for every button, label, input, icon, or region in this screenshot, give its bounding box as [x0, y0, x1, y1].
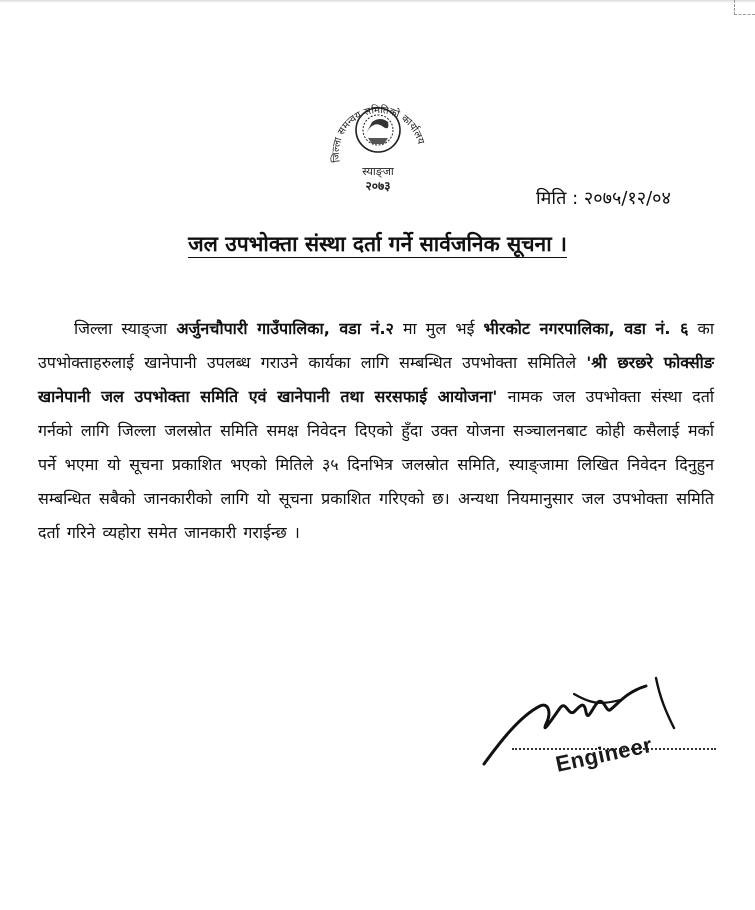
body-seg-1: जिल्ला स्याङ्जा: [74, 319, 177, 338]
corner-mark: [734, 0, 755, 15]
seal-district-text: स्याङ्जा: [362, 165, 394, 178]
body-seg-3: मा मुल भई: [393, 319, 484, 338]
body-seg-2: अर्जुनचौपारी गाउँपालिका, वडा नं.२: [176, 319, 394, 338]
engineer-stamp: Engineer: [553, 731, 655, 777]
date-value: २०७५/१२/०४: [583, 188, 671, 209]
scan-edge: [0, 0, 755, 3]
body-seg-6: 'श्री छरछरे फोक्सीङ खानेपानी जल उपभोक्ता समिति एवं खानेपानी तथा सरसफाई आयोजना': [38, 353, 714, 406]
seal-year-text: २०७३: [365, 179, 391, 193]
notice-body: [38, 312, 714, 550]
body-seg-5: का उपभोक्ताहरुलाई खानेपानी उपलब्ध गराउने कार्यका लागि सम्बन्धित उपभोक्ता समितिले: [38, 319, 714, 372]
svg-text:जिल्ला समन्वय समितिको कार्यालय: [330, 104, 426, 163]
date-label: मिति :: [536, 188, 579, 209]
body-seg-7: नामक जल उपभोक्ता संस्था दर्ता गर्नको लागि जिल्ला जलस्रोत समिति समक्ष निवेदन दिएको हुँदा उक्त योजना सञ्चालनबाट कोही कसैलाई मर्का पर्ने भएमा यो सूचना प्रकाशित भएको मितिले ३५ दिनभित्र जलस्रोत समिति, स्याङ्जामा लिखित निवेदन दिनुहुन सम्बन्धित सबैको जानकारीको लागि यो सूचना प्रकाशित गरिएको छ। अन्यथा नियमानुसार जल उपभोक्ता समिति दर्ता गरिने व्यहोरा समेत जानकारी गराईन्छ ।: [38, 387, 715, 542]
body-seg-4: भीरकोट नगरपालिका, वडा नं. ६: [483, 319, 689, 338]
date-line: [536, 186, 671, 210]
notice-heading: [0, 230, 755, 258]
notice-heading-text: जल उपभोक्ता संस्था दर्ता गर्ने सार्वजनिक सूचना ।: [188, 232, 567, 256]
seal-arc-text: जिल्ला समन्वय समितिको कार्यालय: [330, 104, 426, 163]
office-seal: [318, 92, 438, 194]
notice-paragraph: [38, 312, 714, 550]
seal-icon: [318, 92, 438, 194]
